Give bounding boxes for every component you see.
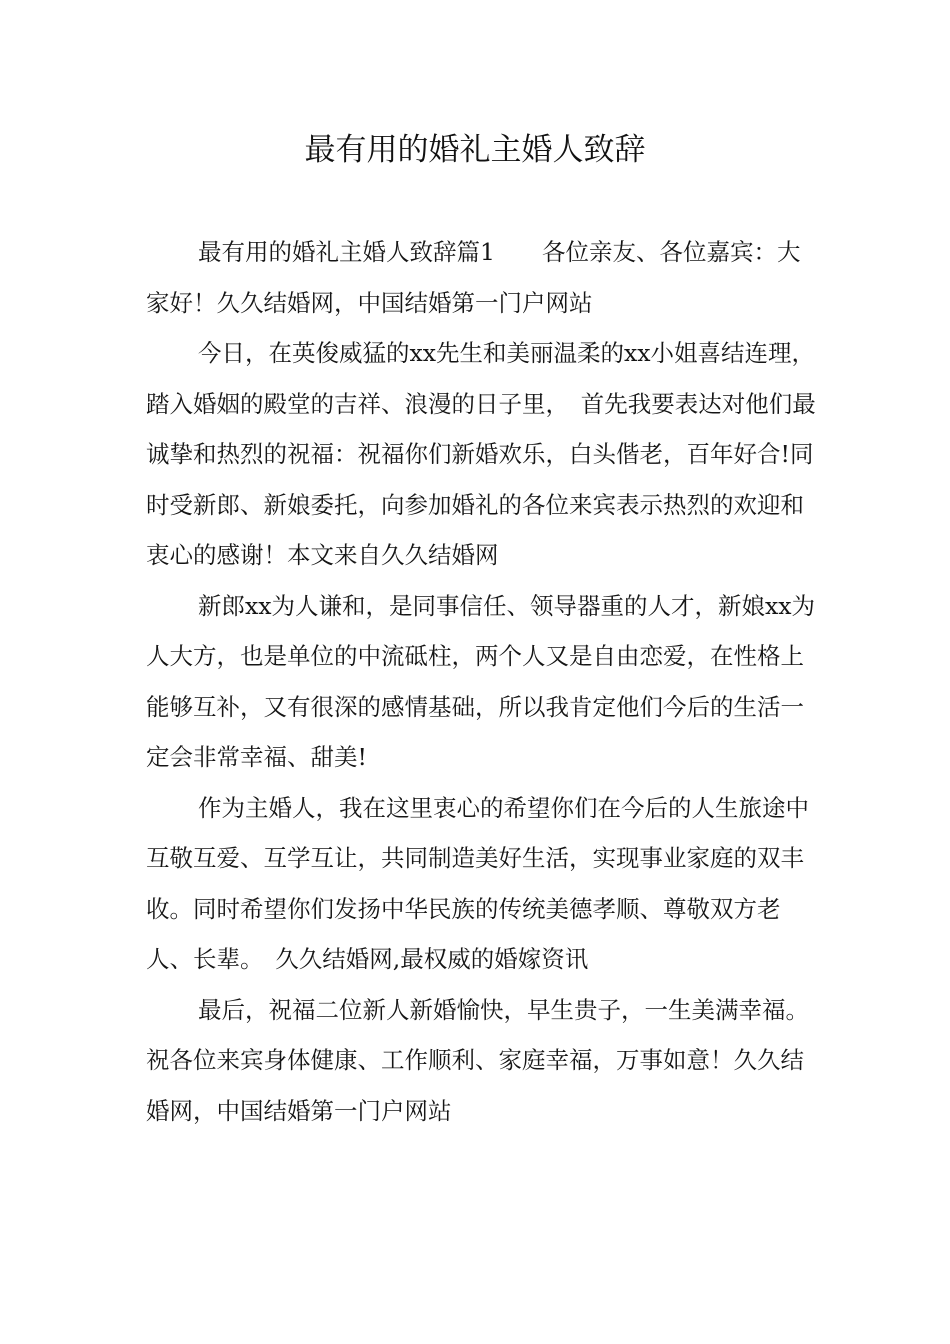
paragraph-1: 最有用的婚礼主婚人致辞篇1 各位亲友、各位嘉宾：大家好！久久结婚网，中国结婚第一门户网站 [146, 238, 801, 317]
document-title: 最有用的婚礼主婚人致辞 [304, 132, 646, 168]
paragraph-2: 今日，在英俊威猛的xx先生和美丽温柔的xx小姐喜结连理，踏入婚姻的殿堂的吉祥、浪漫的日子里， 首先我要表达对他们最诚挚和热烈的祝福：祝福你们新婚欢乐，白头偕老，百年好合!同时受新郎、新娘委托，向参加婚礼的各位来宾表示热烈的欢迎和衷心的感谢！本文来自久久结婚网 [146, 339, 816, 569]
document-body [146, 227, 821, 1136]
paragraph-5: 最后，祝福二位新人新婚愉快，早生贵子，一生美满幸福。 祝各位来宾身体健康、工作顺利、家庭幸福，万事如意！久久结婚网，中国结婚第一门户网站 [146, 995, 821, 1125]
paragraph-3: 新郎xx为人谦和，是同事信任、领导器重的人才，新娘xx为人大方，也是单位的中流砥柱，两个人又是自由恋爱，在性格上能够互补，又有很深的感情基础，所以我肯定他们今后的生活一定会非常幸福、甜美! [146, 591, 816, 771]
paragraph-4: 作为主婚人，我在这里衷心的希望你们在今后的人生旅途中互敬互爱、互学互让，共同制造美好生活，实现事业家庭的双丰收。同时希望你们发扬中华民族的传统美德孝顺、尊敬双方老人、长辈。 久久结婚网,最权威的婚嫁资讯 [146, 793, 809, 973]
